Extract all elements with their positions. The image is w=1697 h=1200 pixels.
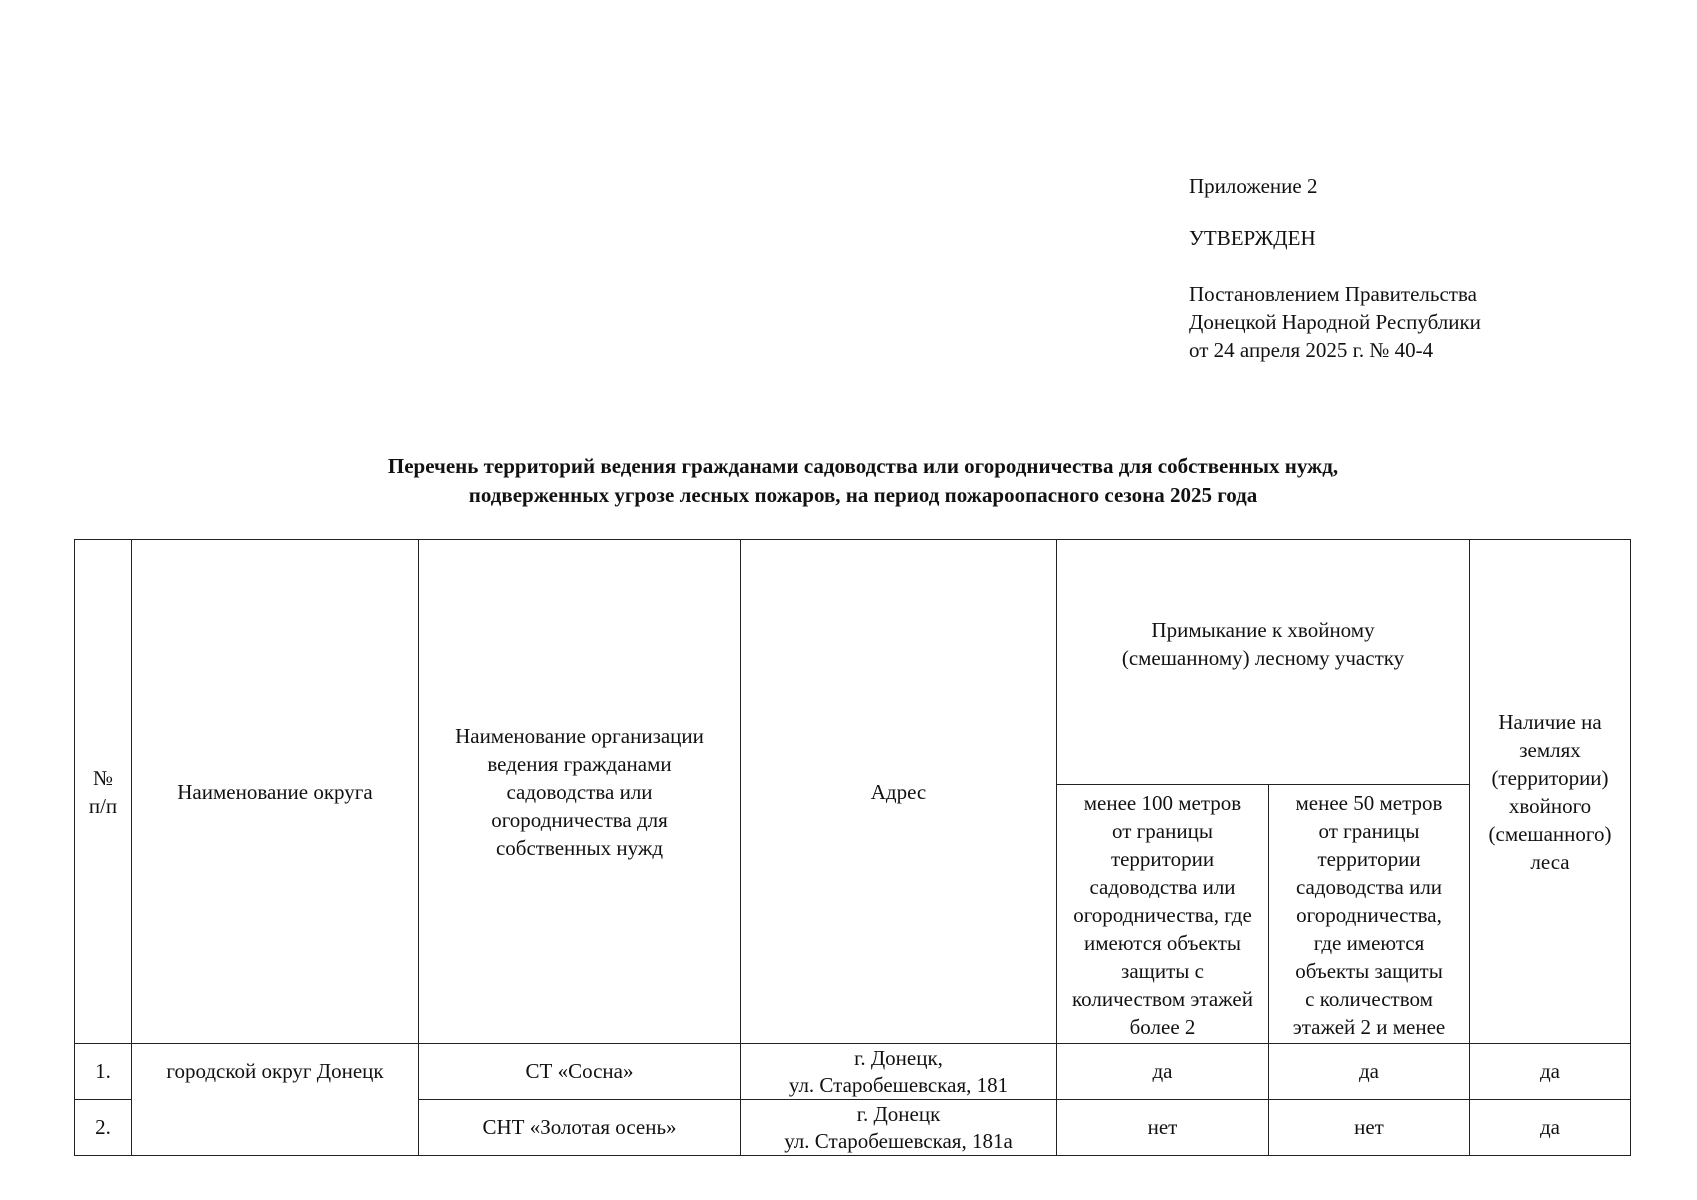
- decree-line: от 24 апреля 2025 г. № 40-4: [1189, 338, 1434, 362]
- header-address: Адрес: [741, 540, 1057, 1044]
- header-number: № п/п: [75, 540, 132, 1044]
- header-row: [75, 540, 1631, 785]
- row-within-50m: да: [1269, 1044, 1470, 1100]
- header-adjacency: Примыкание к хвойному (смешанному) лесному участку: [1057, 540, 1470, 785]
- title-line: подверженных угрозе лесных пожаров, на период пожароопасного сезона 2025 года: [468, 483, 1258, 507]
- row-forest-presence: да: [1470, 1044, 1631, 1100]
- header-forest-presence: Наличие на землях (территории) хвойного (смешанного) леса: [1470, 540, 1631, 1044]
- document-title: [70, 452, 1656, 510]
- row-forest-presence: да: [1470, 1100, 1631, 1156]
- row-address: г. Донецк ул. Старобешевская, 181а: [741, 1100, 1057, 1156]
- row-number: 1.: [75, 1044, 132, 1100]
- row-within-50m: нет: [1269, 1100, 1470, 1156]
- annex-label: Приложение 2: [1189, 174, 1318, 198]
- decree-reference: [1189, 280, 1629, 364]
- approval-block: [1189, 172, 1629, 364]
- header-organization: Наименование организации ведения гражданами садоводства или огородничества для собственных нужд: [419, 540, 741, 1044]
- row-within-100m: нет: [1057, 1100, 1269, 1156]
- decree-line: Донецкой Народной Республики: [1189, 310, 1481, 334]
- row-organization: СНТ «Золотая осень»: [419, 1100, 741, 1156]
- row-number: 2.: [75, 1100, 132, 1156]
- header-district: Наименование округа: [132, 540, 419, 1044]
- row-address: г. Донецк, ул. Старобешевская, 181: [741, 1044, 1057, 1100]
- title-line: Перечень территорий ведения гражданами садоводства или огородничества для собственных нужд,: [387, 454, 1339, 478]
- table-row: [75, 1044, 1631, 1100]
- row-district: городской округ Донецк: [132, 1044, 419, 1156]
- header-within-100m: менее 100 метров от границы территории садоводства или огородничества, где имеются объекты защиты с количеством этажей более 2: [1057, 785, 1269, 1044]
- row-organization: СТ «Сосна»: [419, 1044, 741, 1100]
- row-within-100m: да: [1057, 1044, 1269, 1100]
- decree-line: Постановлением Правительства: [1189, 282, 1477, 306]
- header-within-50m: менее 50 метров от границы территории садоводства или огородничества, где имеются объекты защиты с количеством этажей 2 и менее: [1269, 785, 1470, 1044]
- territories-table: [74, 539, 1631, 1156]
- approved-label: УТВЕРЖДЕН: [1189, 226, 1316, 250]
